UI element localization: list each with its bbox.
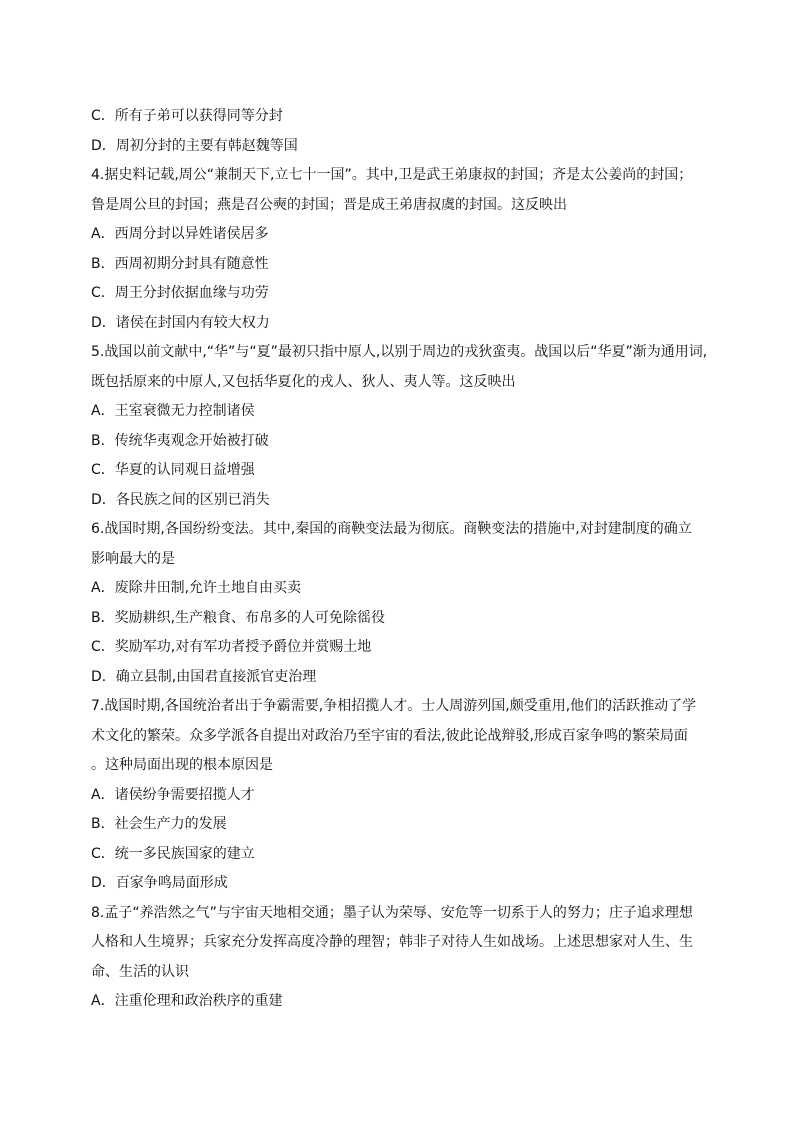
option-7a: A．诸侯纷争需要招揽人才 <box>91 786 255 803</box>
option-6a: A．废除井田制,允许土地自由买卖 <box>91 580 302 596</box>
question-7-stem-line-1: 7.战国时期,各国统治者出于争霸需要,争相招揽人才。士人周游列国,颇受重用,他们的活跃推动了学 <box>91 698 697 714</box>
option-5a: A．王室衰微无力控制诸侯 <box>91 403 255 419</box>
question-4-stem-line-2: 鲁是周公旦的封国；燕是召公奭的封国；晋是成王弟唐叔虞的封国。这反映出 <box>91 196 567 213</box>
option-4d: D．诸侯在封国内有较大权力 <box>91 314 270 331</box>
option-6b: B．奖励耕织,生产粮食、布帛多的人可免除徭役 <box>91 609 386 626</box>
question-7-stem-line-2: 术文化的繁荣。众多学派各自提出对政治乃至宇宙的看法,彼此论战辩驳,形成百家争鸣的繁荣局面 <box>91 727 688 744</box>
question-6-stem-line-1: 6.战国时期,各国纷纷变法。其中,秦国的商鞅变法最为彻底。商鞅变法的措施中,对封建制度的确立 <box>91 521 692 537</box>
question-7-stem-line-3: 。这种局面出现的根本原因是 <box>91 757 273 773</box>
question-6-stem-line-2: 影响最大的是 <box>91 550 175 567</box>
option-5d: D．各民族之间的区别已消失 <box>91 491 270 508</box>
option-6c: C．奖励军功,对有军功者授予爵位并赏赐土地 <box>91 639 372 655</box>
option-6d: D．确立县制,由国君直接派官吏治理 <box>91 668 317 685</box>
document-content <box>91 102 706 1017</box>
option-3c: C．所有子弟可以获得同等分封 <box>91 108 283 124</box>
option-4b: B．西周初期分封具有随意性 <box>91 255 269 272</box>
option-7d: D．百家争鸣局面形成 <box>91 875 228 891</box>
option-5b: B．传统华夷观念开始被打破 <box>91 432 269 449</box>
option-3d: D．周初分封的主要有韩赵魏等国 <box>91 137 298 154</box>
question-8-stem-line-2: 人格和人生境界；兵家充分发挥高度冷静的理智；韩非子对待人生如战场。上述思想家对人生、生 <box>91 934 693 950</box>
option-4c: C．周王分封依据血缘与功劳 <box>91 285 269 301</box>
question-8-stem-line-1: 8.孟子“养浩然之气”与宇宙天地相交通；墨子认为荣辱、安危等一切系于人的努力；庄子追求理想 <box>91 904 693 921</box>
option-7b: B．社会生产力的发展 <box>91 816 227 832</box>
option-5c: C．华夏的认同观日益增强 <box>91 462 255 478</box>
option-7c: C．统一多民族国家的建立 <box>91 845 255 862</box>
question-8-stem-line-3: 命、生活的认识 <box>91 963 189 980</box>
option-4a: A．西周分封以异姓诸侯居多 <box>91 226 269 242</box>
question-5-stem-line-1: 5.战国以前文献中,“华”与“夏”最初只指中原人,以别于周边的戎狄蛮夷。战国以后“华夏”渐为通用词, <box>91 344 708 360</box>
option-8a: A．注重伦理和政治秩序的重建 <box>91 993 283 1009</box>
question-4-stem-line-1: 4.据史料记载,周公“兼制天下,立七十一国”。其中,卫是武王弟康叔的封国；齐是太公姜尚的封国； <box>91 167 693 183</box>
question-5-stem-line-2: 既包括原来的中原人,又包括华夏化的戎人、狄人、夷人等。这反映出 <box>91 373 516 390</box>
